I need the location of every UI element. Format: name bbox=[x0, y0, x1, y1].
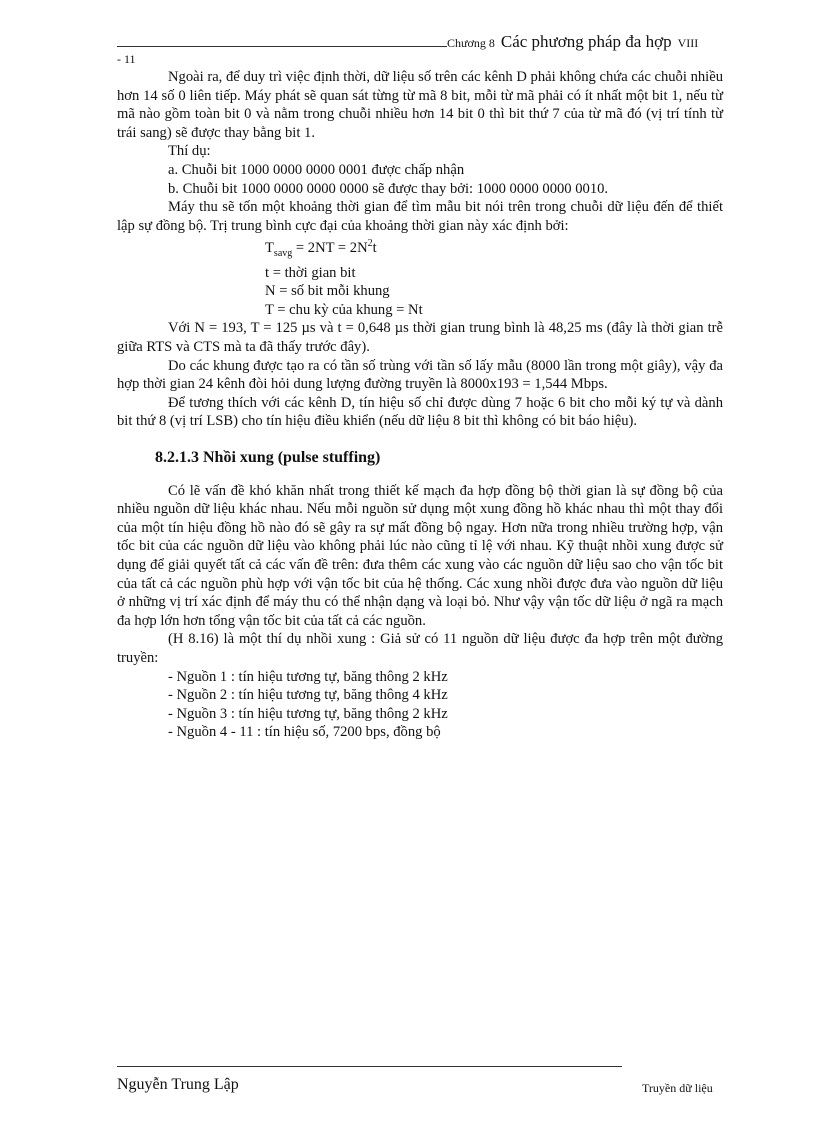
list-item: - Nguồn 3 : tín hiệu tương tự, băng thông 2 kHz bbox=[168, 705, 448, 722]
list-item: - Nguồn 2 : tín hiệu tương tự, băng thông 4 kHz bbox=[168, 687, 448, 704]
definition-t: t = thời gian bit bbox=[265, 264, 356, 281]
list-item: - Nguồn 1 : tín hiệu tương tự, băng thông 2 kHz bbox=[168, 668, 448, 685]
formula-T: T bbox=[265, 240, 274, 257]
page-number: - 11 bbox=[117, 52, 136, 66]
page-header bbox=[117, 32, 737, 52]
formula-equation: = 2NT = 2N bbox=[292, 240, 368, 257]
paragraph-pulse-stuffing: Có lẽ vấn đề khó khăn nhất trong thiết kế mạch đa hợp đồng bộ thời gian là sự đồng bộ của nhiều nguồn dữ liệu khác nhau. Nếu mỗi nguồn sử dụng một xung đồng hồ khác nhau thì một thay đổi của một tín hiệu đồng hồ nào đó sẽ gây ra sự mất đồng bộ ngay. Hơn nữa trong nhiều trường hợp, vận tốc bit của các nguồn dữ liệu vào không phải lúc nào cũng tỉ lệ với nhau. Kỹ thuật nhồi xung được sử dụng để giải quyết tất cả các vấn đề trên: đưa thêm các xung vào các nguồn dữ liệu sao cho vận tốc bit của tất cả các nguồn phù hợp với vận tốc bit của hệ thống. Các xung nhồi được đưa vào nguồn dữ liệu ở những vị trí xác định để máy thu có thể nhận dạng và loại bỏ. Như vậy vận tốc dữ liệu ở ngã ra mạch đa hợp lớn hơn tổng vận tốc bit của tất cả các nguồn. bbox=[117, 482, 723, 629]
header-text bbox=[447, 32, 698, 52]
example-b: b. Chuỗi bit 1000 0000 0000 0000 sẽ được thay bởi: 1000 0000 0000 0010. bbox=[168, 180, 609, 197]
footer-author: Nguyễn Trung Lập bbox=[117, 1076, 239, 1093]
chapter-number: VIII bbox=[677, 36, 699, 50]
list-item: - Nguồn 4 - 11 : tín hiệu số, 7200 bps, đồng bộ bbox=[168, 724, 441, 741]
example-a: a. Chuỗi bit 1000 0000 0000 0001 được chấp nhận bbox=[168, 161, 465, 178]
footer-subject: Truyền dữ liệu bbox=[642, 1081, 713, 1095]
paragraph-receiver: Máy thu sẽ tốn một khoảng thời gian để tìm mẫu bit nói trên trong chuỗi dữ liệu đến để thiết lập sự đồng bộ. Trị trung bình cực đại của khoảng thời gian này xác định bởi: bbox=[117, 199, 723, 234]
section-heading: 8.2.1.3 Nhồi xung (pulse stuffing) bbox=[155, 449, 381, 467]
header-rule bbox=[117, 46, 447, 47]
footer-rule bbox=[117, 1066, 622, 1067]
paragraph-compatibility: Để tương thích với các kênh D, tín hiệu số chỉ được dùng 7 hoặc 6 bit cho mỗi ký tự và dành bit thứ 8 (vị trí LSB) cho tín hiệu điều khiển (nếu dữ liệu 8 bit thì không có bit báo hiệu). bbox=[117, 394, 723, 430]
definition-N: N = số bit mỗi khung bbox=[265, 283, 390, 300]
chapter-label: Chương 8 bbox=[447, 36, 495, 50]
formula-superscript: 2 bbox=[367, 238, 373, 250]
chapter-title: Các phương pháp đa hợp bbox=[500, 32, 672, 51]
page-content bbox=[117, 68, 723, 742]
formula-subscript: savg bbox=[273, 248, 293, 260]
definition-T: T = chu kỳ của khung = Nt bbox=[265, 301, 423, 318]
example-label: Thí dụ: bbox=[168, 143, 211, 160]
paragraph-d-channel: Ngoài ra, để duy trì việc định thời, dữ liệu số trên các kênh D phải không chứa các chuỗi nhiều hơn 14 số 0 liên tiếp. Máy phát sẽ quan sát từng từ mã 8 bit, mỗi từ mã phải có ít nhất một bit 1, nếu từ mã nào gồm toàn bit 0 và nằm trong chuỗi nhiều hơn 14 bit 0 thì bit thứ 7 của từ mã đó (vị trí tính từ trái sang) sẽ được thay bằng bit 1. bbox=[117, 69, 723, 141]
formula-tail: t bbox=[372, 240, 377, 257]
paragraph-average-time: Với N = 193, T = 125 µs và t = 0,648 µs thời gian trung bình là 48,25 ms (đây là thời gian trễ giữa RTS và CTS mà ta đã thấy trước đây). bbox=[117, 320, 723, 356]
paragraph-example: (H 8.16) là một thí dụ nhồi xung : Giả sử có 11 nguồn dữ liệu được đa hợp trên một đường truyền: bbox=[117, 631, 723, 666]
paragraph-frame-rate: Do các khung được tạo ra có tần số trùng với tần số lấy mẫu (8000 lần trong một giây), vậy đa hợp thời gian 24 kênh đòi hỏi dung lượng đường truyền là 8000x193 = 1,544 Mbps. bbox=[117, 357, 723, 393]
formula-tsavg bbox=[117, 235, 723, 263]
